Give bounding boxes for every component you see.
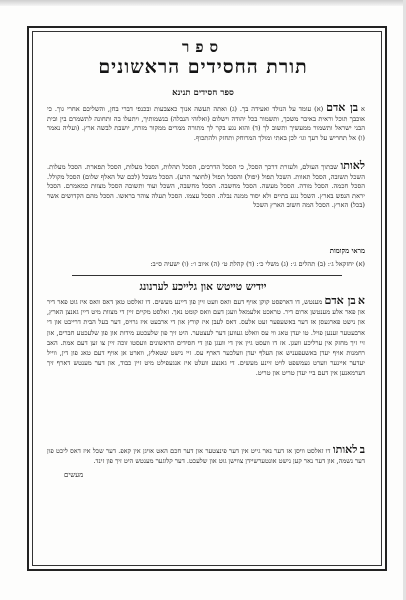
book-title: תורת החסידים הראשונים xyxy=(98,56,308,78)
hebrew-paragraph-2 xyxy=(47,161,365,211)
yiddish-paragraph-1-text: מענטש, דו דארפסט קוקן אויף דעם וואס וועט זיין פון דיינע מעשים. דו זאלסט טאן דאס וואס איז גוט פאר דיר און פאר אלע מענטשן ארום דיר. טראכט אלעמאל וועגן דעם וואס קומט נאך. זאלסט מקיים זיין די מצוות מיט דיין גאנצן הארץ, און נישט פארגעסן אז דער באשעפער זעט אלעס. דאס לעבן איז קורץ און די ארבעט איז גרויס, דער בעל הבית דרייבט און די ארבעטער זענען פויל. טו יעדן טאג ווי עס וואלט געווען דער לעצטער. היט זיך פון שלעכטע מידות און פון שלעכטע חברים, און זיי זיך מחזק אין ערליכע וועגן. אז דו וועסט גיין אין די וועגן פון די חסידים הראשונים וועסטו זוכה זיין צו זען דעם אמת. האב רחמנות אויף יעדן באשעפעניש און העלף יעדן וועלכער דארף עס. זיי נישט שטאלץ, ווארט אן אויף דעם טאג פון דין, ווייל יעדער איינער ווערט געמשפט לויט זיינע מעשים. די גאנצע וועלט איז אנגעפילט מיט זיין כבוד, און דער מענטש דארף זיך דערמאנען אין דעם ביי יעדן טריט און טריט. xyxy=(47,298,365,378)
book-subtitle: ספר חסידים תנינא xyxy=(172,88,234,98)
translation-title: ייִדיש טייטש און גלייכע לערנונג xyxy=(139,281,267,293)
paragraph-2-text: שבתוך העולם, ולעזרת דרכך הסכל, כי הסכל הדרכים, הסכל תהלות, הסכל מעלות, הסכל תפארת. הסכל מעלות. השכל תשובה, הסכל תאוות. השכל תפול (יפול) והסכל תפול (לחוצר הרע). הסכל משכל (לכם של האלף שלום) הסכל מקולל. הסכל חכמה. הסכל מודה. הסכל מעשה. הסכל מחשבה. הסכל מחשבה, השכל ועוד ותשובה הסכל מצוות כמאמרם. הסכל יראת הנפש בארץ. השכל נגע בתיים ולא יסוד ממנה נבלה. הסכל עצמו. הסכל תעלה צוהר בראשו. הסכל מהם הקדושים אשר (בכל) הארץ. הסכל המה חשוב הארץ השכל xyxy=(47,163,365,210)
yiddish-paragraph-1-number: א xyxy=(357,294,365,307)
hebrew-paragraph-1 xyxy=(47,103,365,143)
yiddish-paragraph-1 xyxy=(47,296,365,379)
paragraph-2-opening-word: לאותו xyxy=(340,159,365,172)
sources-list: (א) יחזקאל ג׳: (ב) תהלים ג׳: (ג) משלי כ׳: (ד) קהלת ט׳ (ה) איוב ו׳: (ו) ישעיה ס״ב: xyxy=(150,260,365,268)
page-top-shadow xyxy=(0,0,406,6)
section-divider xyxy=(72,275,342,276)
yiddish-paragraph-2 xyxy=(47,445,365,466)
sources-heading: מראי מקומות xyxy=(329,247,365,255)
yiddish-paragraph-1-opening-words: בן אדם xyxy=(324,294,356,307)
paragraph-1-text: (א) עומד על הנולד ואעידה בך. (ג) ואתה תעשה אנוך כאצבעות ובכנפי דברי בחן, והשליכם אחרי גוך. כי אוכבך תוכל וראית באיבר משכך, ותשמור בכל יהודה וישלום (ואלוהי הנבלה) בנשמותיך, ויתעלו בה ותחונה לתשמרם בין ובית הבני ישראל ותשמור ממעשיך ותשוב לך (ד) והוא נגע בקר לך מתורה ממרים ממקור מזרח, יושבת לבשה ארץ. (ועליה נאמר (ו) אל תחריש על רעך וגו׳ לכן באתי ומולך המרוחק ותחזק ולהתכוף. xyxy=(47,105,365,142)
yiddish-paragraph-2-opening-word: לאותו xyxy=(332,443,358,456)
yiddish-paragraph-2-text: דו זאלסט וויסן אז דער נאר גייט אין דער פינצטער און דער חכם האט אויגן אין קאפ. דער שכל איז דאס ליכט פון דער נשמה, און דער נאר קען נישט אונטערשיידן צווישן גוט און שלעכט. דער קלוגער מענטש היט זיך פון זינד. xyxy=(47,447,365,466)
catchword: מעשים xyxy=(64,471,84,479)
book-label: ספר xyxy=(181,38,225,56)
yiddish-paragraph-2-number: ב xyxy=(359,443,365,456)
paragraph-1-opening-words: בן אדם xyxy=(326,101,359,114)
paragraph-1-number: א xyxy=(361,105,365,113)
